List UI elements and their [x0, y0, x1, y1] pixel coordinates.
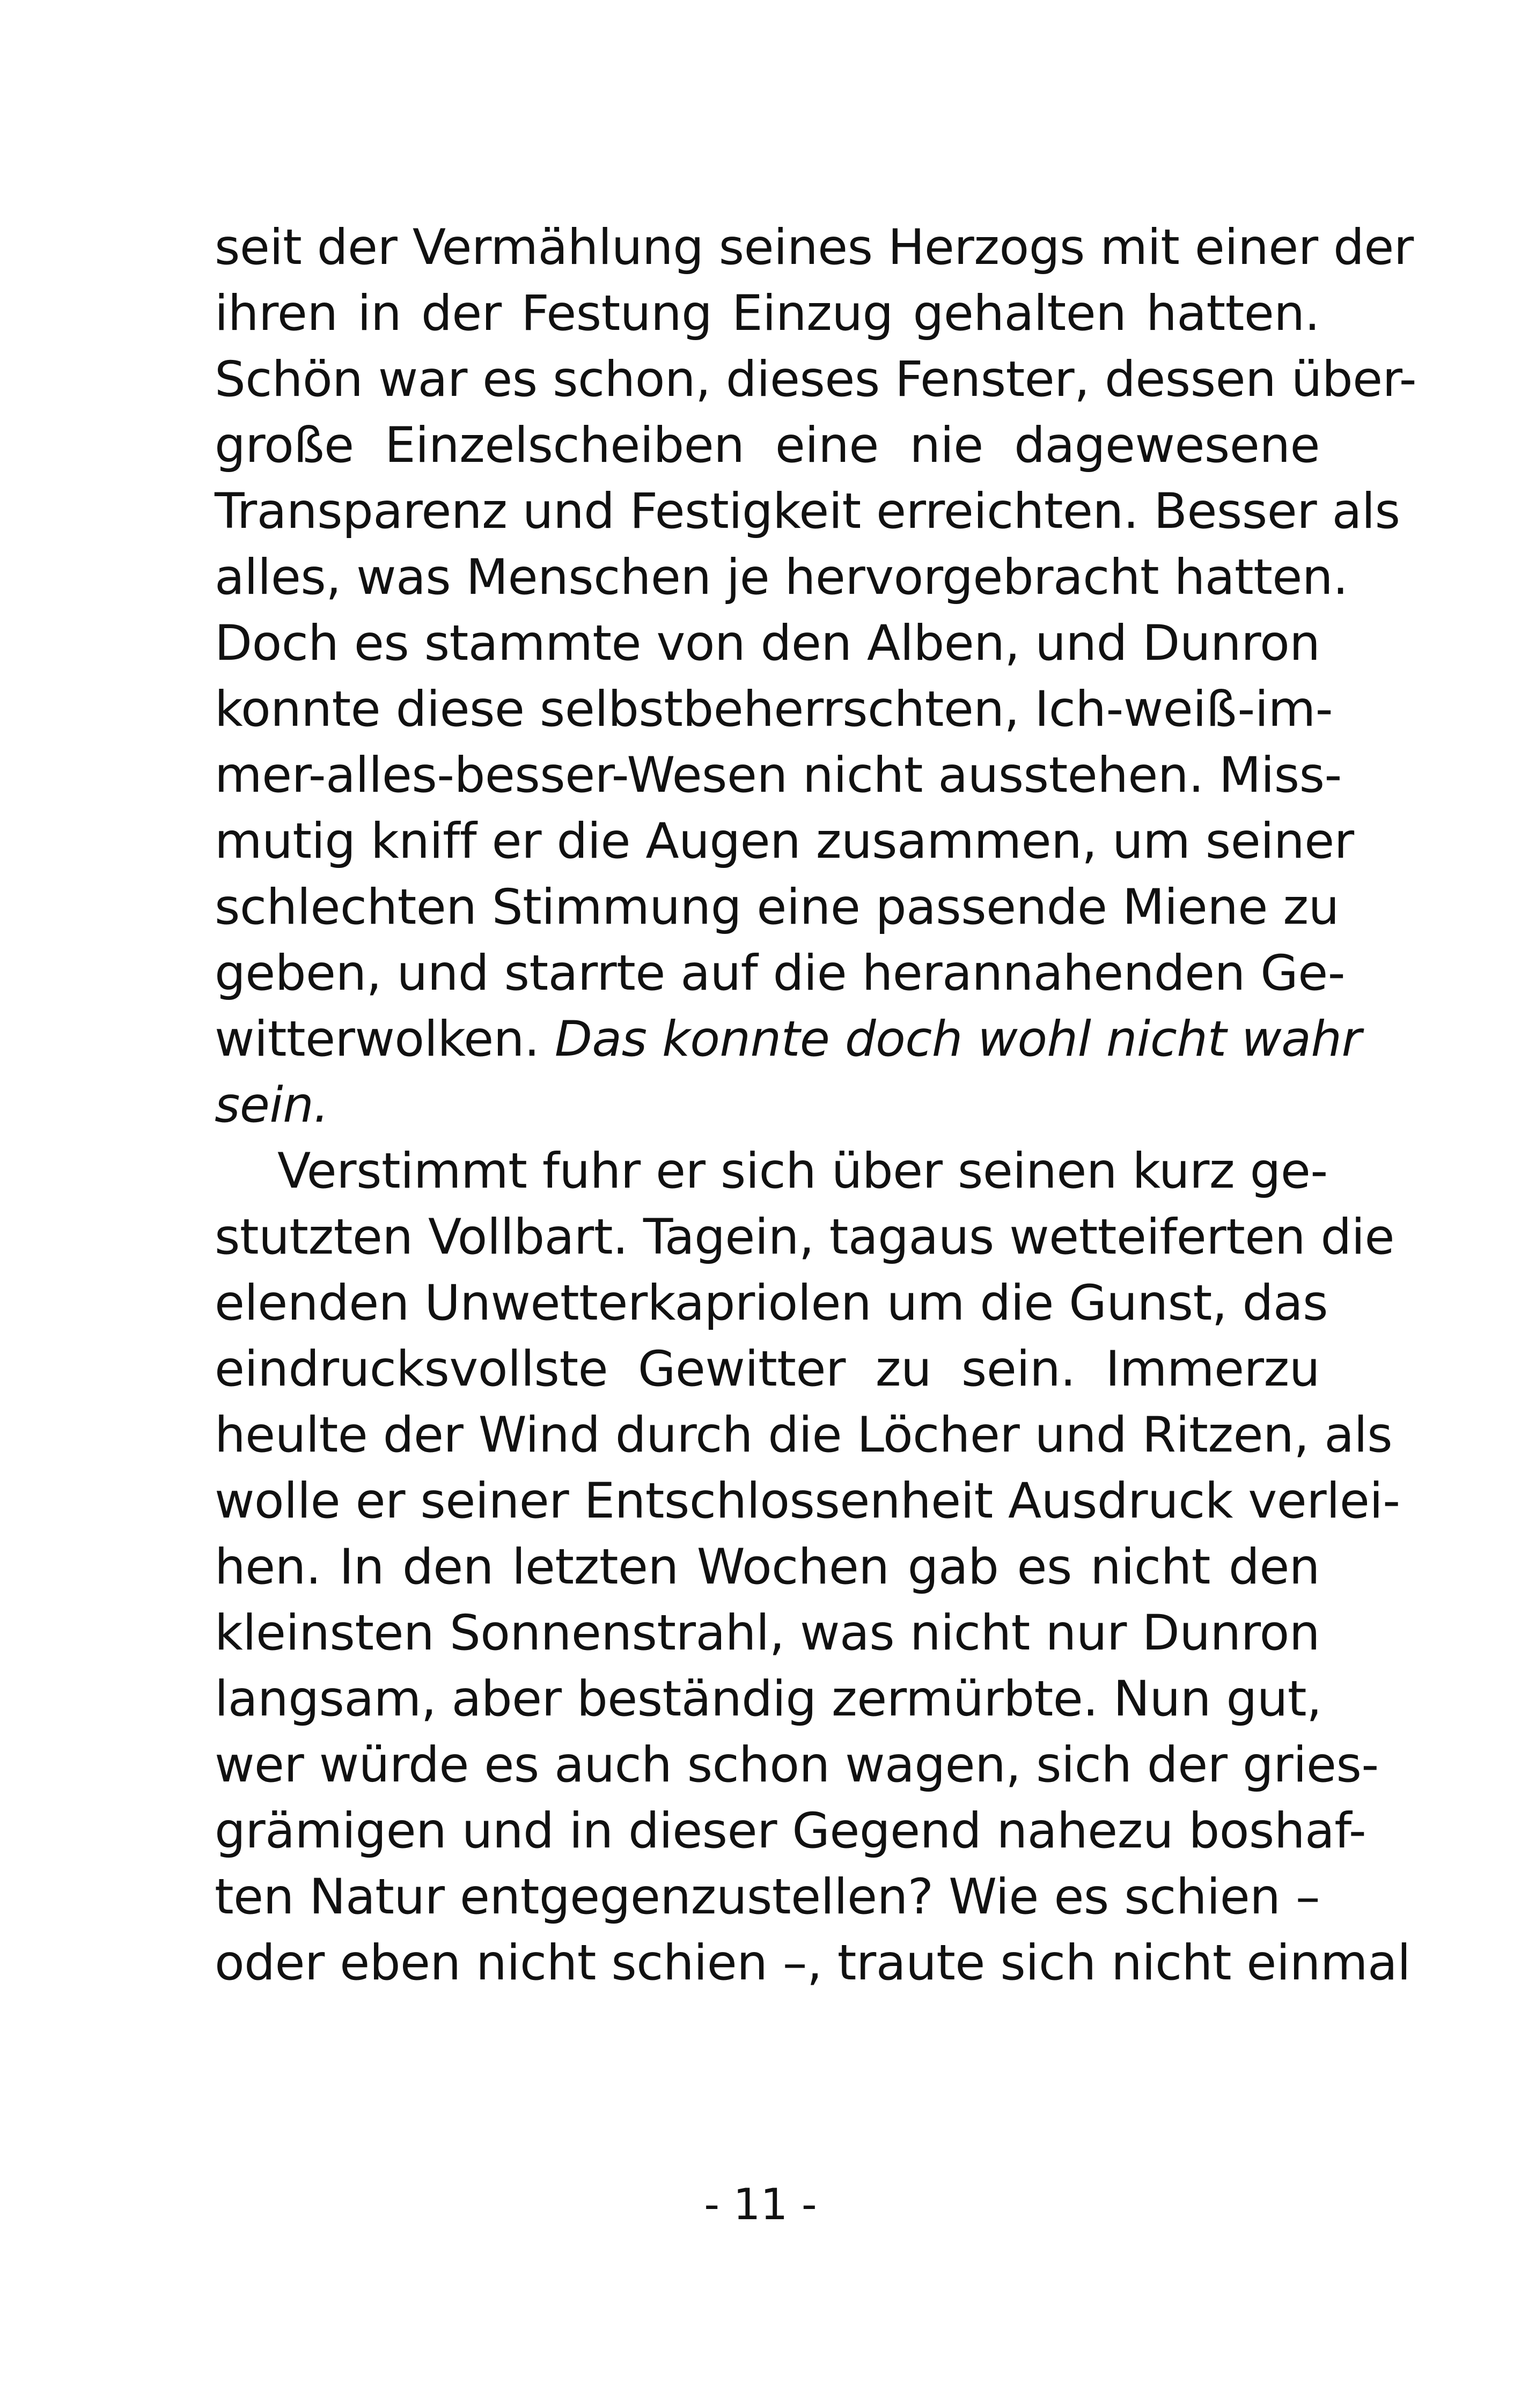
text-line-mixed: [215, 1006, 1362, 1072]
text-line: kleinsten Sonnenstrahl, was nicht nur Dunron: [215, 1605, 1320, 1661]
text-line: eindrucksvollste Gewitter zu sein. Immerzu: [215, 1341, 1320, 1397]
text-line: heulte der Wind durch die Löcher und Ritzen, als: [215, 1407, 1393, 1463]
text-line: stutzten Vollbart. Tagein, tagaus wetteiferten die: [215, 1209, 1394, 1265]
text-line: hen. In den letzten Wochen gab es nicht den: [215, 1539, 1320, 1595]
text-run-italic: Das konnte doch wohl nicht wahr: [554, 1011, 1362, 1067]
text-line: geben, und starrte auf die herannahenden Ge-: [215, 945, 1346, 1002]
text-line: elenden Unwetterkapriolen um die Gunst, das: [215, 1275, 1328, 1331]
text-line: seit der Vermählung seines Herzogs mit einer der: [215, 219, 1414, 276]
text-line: grämigen und in dieser Gegend nahezu boshaf-: [215, 1803, 1366, 1859]
text-line-first: Verstimmt fuhr er sich über seinen kurz ge-: [277, 1143, 1328, 1199]
page-number: - 11 -: [704, 2179, 817, 2229]
text-line: Schön war es schon, dieses Fenster, dessen über-: [215, 351, 1417, 408]
body-text: [215, 215, 1417, 1996]
text-line: schlechten Stimmung eine passende Miene zu: [215, 879, 1339, 936]
text-line: ten Natur entgegenzustellen? Wie es schien –: [215, 1869, 1320, 1925]
text-line: Doch es stammte von den Alben, und Dunron: [215, 615, 1320, 672]
text-line: ihren in der Festung Einzug gehalten hatten.: [215, 285, 1320, 342]
text-line: alles, was Menschen je hervorgebracht hatten.: [215, 549, 1348, 606]
text-line: wer würde es auch schon wagen, sich der gries-: [215, 1737, 1379, 1793]
paragraph-2: [215, 1138, 1411, 1996]
text-run-plain: witterwolken.: [215, 1011, 555, 1067]
text-line: große Einzelscheiben eine nie dagewesene: [215, 417, 1320, 474]
text-line: oder eben nicht schien –, traute sich nicht einmal: [215, 1935, 1411, 1991]
text-line: mer-alles-besser-Wesen nicht ausstehen. Miss-: [215, 747, 1342, 804]
text-line: langsam, aber beständig zermürbte. Nun gut,: [215, 1671, 1322, 1727]
text-line: mutig kniff er die Augen zusammen, um seiner: [215, 813, 1354, 870]
text-line-italic: sein.: [215, 1077, 329, 1133]
paragraph-1: [215, 215, 1417, 1138]
text-line: konnte diese selbstbeherrschten, Ich-weiß-im-: [215, 681, 1333, 738]
text-line: wolle er seiner Entschlossenheit Ausdruck verlei-: [215, 1473, 1400, 1529]
text-line: Transparenz und Festigkeit erreichten. Besser als: [215, 483, 1400, 540]
